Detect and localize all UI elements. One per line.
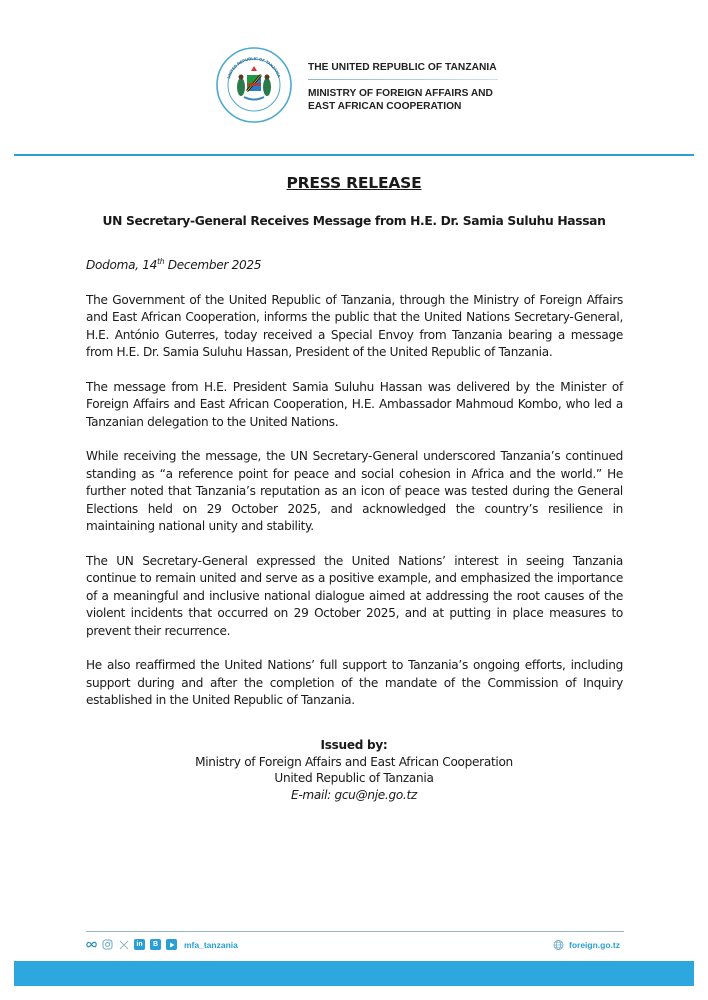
- issued-by-label: Issued by:: [320, 738, 388, 752]
- issuer-email[interactable]: E-mail: gcu@nje.go.tz: [291, 787, 417, 802]
- paragraph-3: While receiving the message, the UN Secretary-General underscored Tanzania’s continued standing as “a reference point for peace and social cohesion in Africa and the world.” He further noted that Tanzania’s reputation as an icon of peace was tested during the General Elections held on 29 October 2025, and acknowledged the country’s resilience in maintaining national unity and stability.: [86, 449, 623, 534]
- footer-rule: [86, 931, 624, 932]
- meta-icon[interactable]: [86, 939, 97, 950]
- social-links: [86, 939, 238, 950]
- footer-color-bar: [14, 961, 694, 986]
- press-body: [86, 253, 623, 727]
- dateline-ordinal: th: [157, 257, 165, 266]
- linkedin-icon[interactable]: in: [134, 939, 145, 950]
- issued-by-block: [0, 737, 708, 803]
- press-headline: UN Secretary-General Receives Message from H.E. Dr. Samia Suluhu Hassan: [102, 214, 606, 228]
- paragraph-4: The UN Secretary-General expressed the United Nations’ interest in seeing Tanzania continue to remain united and serve as a positive example, and emphasized the importance of a meaningful and inclusive national dialogue aimed at addressing the root causes of the violent incidents that occurred on 29 October 2025, and at putting in place measures to prevent their recurrence.: [86, 553, 623, 638]
- dateline: [86, 253, 623, 274]
- document-type-title: PRESS RELEASE: [286, 174, 422, 192]
- issuer-country: United Republic of Tanzania: [274, 771, 434, 785]
- ministry-name-line2: EAST AFRICAN COOPERATION: [308, 100, 462, 112]
- youtube-icon[interactable]: [166, 939, 177, 950]
- coat-of-arms-seal: [216, 47, 292, 123]
- blogger-icon[interactable]: B: [150, 939, 161, 950]
- dateline-date: December 2025: [164, 258, 262, 273]
- website-url[interactable]: foreign.go.tz: [569, 939, 620, 950]
- svg-text:UNITED REPUBLIC OF TANZANIA: UNITED REPUBLIC OF TANZANIA: [225, 55, 282, 80]
- globe-icon: [553, 939, 564, 950]
- country-name: THE UNITED REPUBLIC OF TANZANIA: [308, 62, 497, 73]
- letterhead-rule: [14, 154, 694, 156]
- x-icon[interactable]: [118, 939, 129, 950]
- instagram-icon[interactable]: [102, 939, 113, 950]
- ministry-name: [308, 88, 493, 113]
- paragraph-5: He also reaffirmed the United Nations’ full support to Tanzania’s ongoing efforts, including support during and after the completion of the mandate of the Commission of Inquiry established in the United Republic of Tanzania.: [86, 658, 623, 708]
- header-divider: [308, 79, 498, 80]
- website-link[interactable]: [553, 939, 620, 950]
- seal-icon: [216, 47, 292, 123]
- social-handle[interactable]: mfa_tanzania: [184, 939, 238, 950]
- issuer-org: Ministry of Foreign Affairs and East African Cooperation: [195, 754, 513, 769]
- dateline-place: Dodoma, 14: [86, 258, 158, 273]
- paragraph-1: The Government of the United Republic of Tanzania, through the Ministry of Foreign Affairs and East African Cooperation, informs the public that the United Nations Secretary-General, H.E. António Guterres, today received a Special Envoy from Tanzania bearing a message from H.E. Dr. Samia Suluhu Hassan, President of the United Republic of Tanzania.: [86, 292, 623, 360]
- ministry-name-line1: MINISTRY OF FOREIGN AFFAIRS AND: [308, 88, 493, 99]
- paragraph-2: The message from H.E. President Samia Suluhu Hassan was delivered by the Minister of Foreign Affairs and East African Cooperation, H.E. Ambassador Mahmoud Kombo, who led a Tanzanian delegation to the United Nations.: [86, 379, 623, 429]
